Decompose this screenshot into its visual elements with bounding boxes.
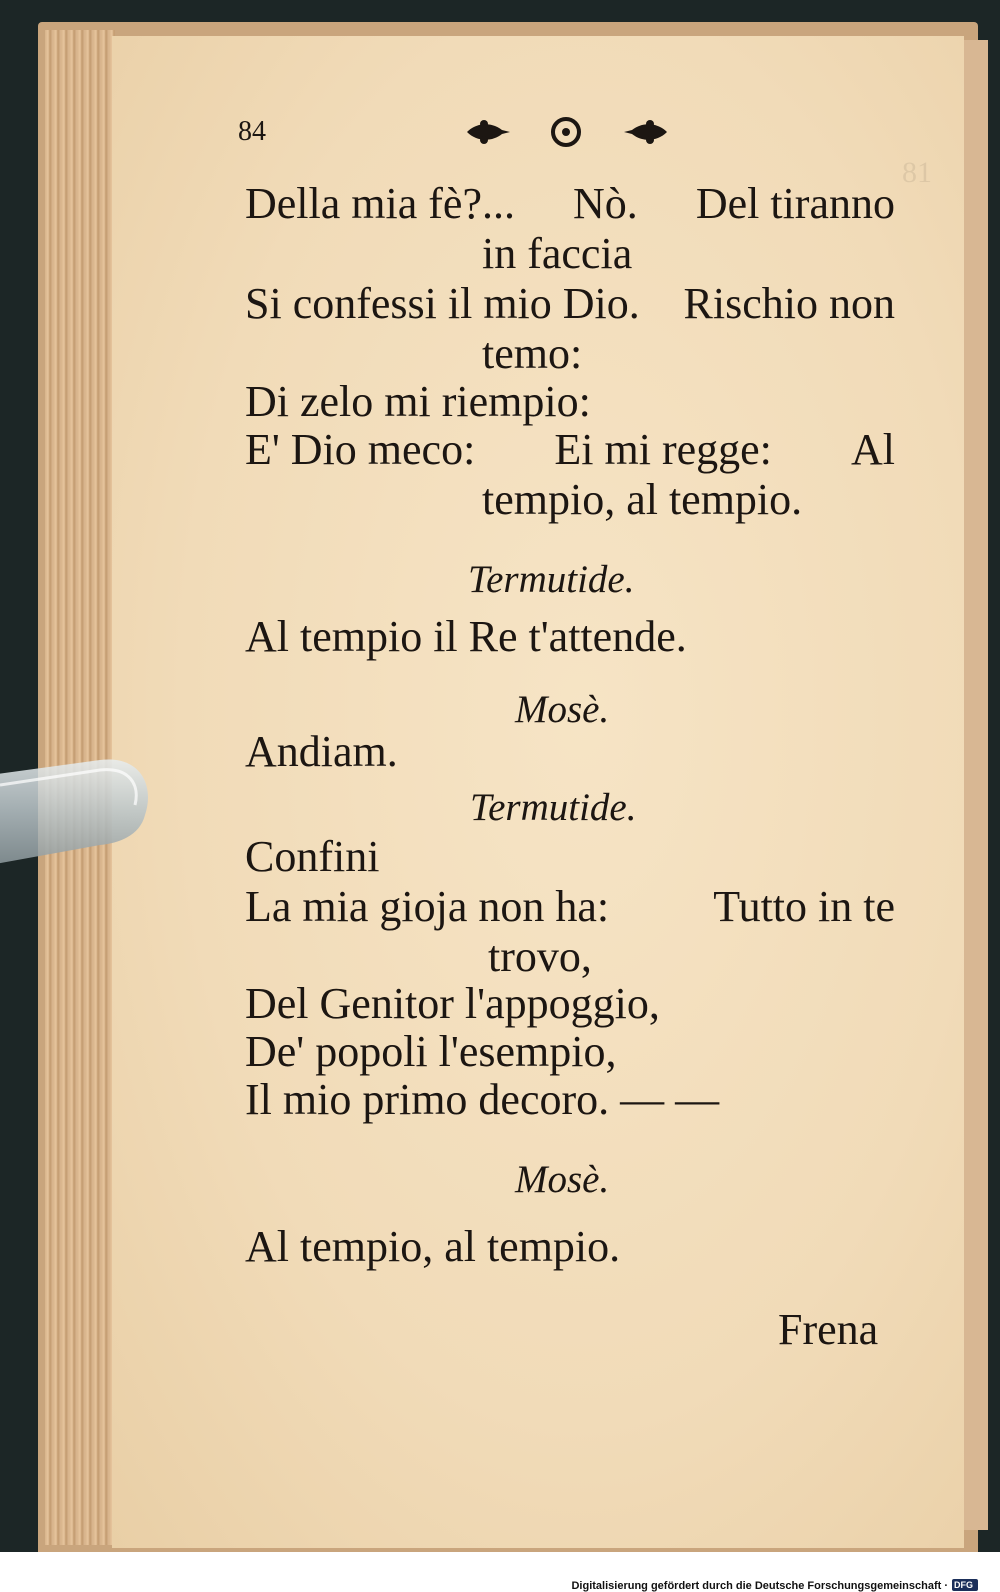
verse-line-4-continuation: tempio, al tempio. (482, 475, 803, 524)
verse-line-8-part-1: La mia gioja non ha: (245, 882, 610, 931)
verse-line-5: Al tempio il Re t'attende. (245, 612, 687, 661)
verse-line-4-part-3: Al (851, 425, 895, 474)
verse-line-2-part-1: Si confessi il mio Dio. (245, 279, 640, 328)
fleuron-ornament-icon (462, 112, 672, 152)
verse-line-6: Andiam. (245, 727, 398, 776)
page-edge-right (960, 40, 988, 1530)
page-number: 84 (238, 116, 266, 147)
verse-line-9: Del Genitor l'appoggio, (245, 979, 660, 1028)
dfg-logo-text: DFG (954, 1580, 973, 1590)
verse-line-4-part-1: E' Dio meco: (245, 425, 476, 474)
verse-line-3: Di zelo mi riempio: (245, 377, 591, 426)
speaker-name: Termutide. (470, 786, 637, 829)
catchword: Frena (778, 1305, 879, 1354)
verse-line-7: Confini (245, 832, 380, 881)
verse-line-4-part-2: Ei mi regge: (554, 425, 772, 474)
bleed-through-mark: 81 (902, 156, 932, 189)
verse-line-8 (245, 882, 895, 931)
verse-line-4 (245, 425, 895, 474)
verse-line-1-part-1: Della mia fè?... (245, 179, 515, 228)
verse-line-2-part-2: Rischio non (683, 279, 895, 328)
footer-credit: Digitalisierung gefördert durch die Deutsche Forschungsgemeinschaft · (571, 1580, 948, 1592)
speaker-name: Mosè. (515, 1158, 610, 1201)
verse-line-1-part-3: Del tiranno (695, 179, 895, 228)
speaker-name: Mosè. (515, 688, 610, 731)
dfg-logo (952, 1579, 978, 1591)
verse-line-8-continuation: trovo, (488, 932, 592, 981)
verse-line-1 (245, 179, 895, 228)
verse-line-1-part-2: Nò. (573, 179, 638, 228)
speaker-name: Termutide. (468, 558, 635, 601)
verse-line-10: De' popoli l'esempio, (245, 1027, 617, 1076)
verse-line-2 (245, 279, 895, 328)
verse-line-2-continuation: temo: (482, 329, 583, 378)
verse-line-12: Al tempio, al tempio. (245, 1222, 621, 1271)
verse-line-1-continuation: in faccia (482, 229, 633, 278)
page-clip-icon (0, 755, 155, 870)
verse-line-11: Il mio primo decoro. — — (245, 1075, 720, 1124)
verse-line-8-part-2: Tutto in te (713, 882, 895, 931)
